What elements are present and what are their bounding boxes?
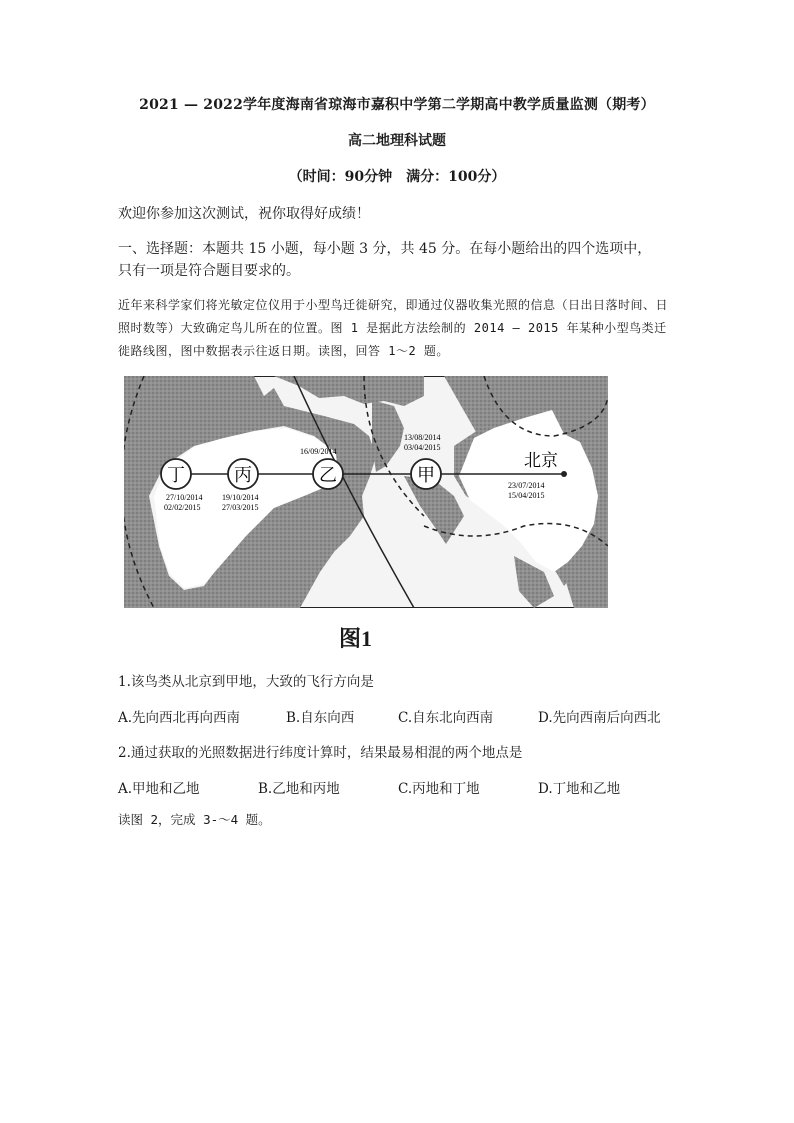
exam-title: 2021 — 2022学年度海南省琼海市嘉积中学第二学期高中教学质量监测（期考） [139,97,655,113]
station-date: 13/08/2014 [404,433,441,442]
time-info: （时间：90分钟 满分：100分） [288,169,506,185]
q1-option-b: B.自东向西 [286,710,355,726]
exam-subtitle: 高二地理科试题 [348,133,446,149]
station-date: 27/03/2015 [222,503,259,512]
q2-option-b: B.乙地和丙地 [258,781,340,797]
q1-option-d: D.先向西南后向西北 [538,710,661,726]
q2-option-d: D.丁地和乙地 [538,781,621,797]
station-label: 丁 [167,465,185,486]
station-date: 19/10/2014 [222,493,259,502]
station-date: 02/02/2015 [164,503,201,512]
station-label: 丙 [234,465,252,486]
read-figure-2: 读图 2，完成 3-～4 题。 [118,812,271,827]
station-date: 15/04/2015 [508,491,545,500]
q2-option-c: C.丙地和丁地 [398,781,480,797]
station-label: 甲 [417,465,435,486]
station-date: 27/10/2014 [166,493,203,502]
migration-map [124,376,608,608]
question-2-stem: 2.通过获取的光照数据进行纬度计算时，结果最易相混的两个地点是 [118,745,523,761]
question-1-stem: 1.该鸟类从北京到甲地，大致的飞行方向是 [118,674,374,690]
station-date: 03/04/2015 [404,443,441,452]
welcome-text: 欢迎你参加这次测试，祝你取得好成绩！ [118,206,370,222]
station-label: 乙 [319,465,337,486]
section-instructions: 一、选择题：本题共 15 小题，每小题 3 分，共 45 分。在每小题给出的四个选项中，只有一项是符合题目要求的。 [118,241,652,279]
q1-option-c: C.自东北向西南 [398,710,494,726]
station-label: 北京 [524,451,558,471]
q1-option-a: A.先向西北再向西南 [118,710,241,726]
figure-caption: 图1 [339,626,373,651]
station-date: 16/09/2014 [300,447,337,456]
station-date: 23/07/2014 [508,481,545,490]
q2-option-a: A.甲地和乙地 [118,781,200,797]
intro-paragraph: 近年来科学家们将光敏定位仪用于小型鸟迁徙研究，即通过仪器收集光照的信息（日出日落时间、日照时数等）大致确定鸟儿所在的位置。图 1 是据此方法绘制的 2014 — 2015 年某种小型鸟类迁徙路线图，图中数据表示往返日期。读图，回答 1～2 题。 [118,298,669,358]
